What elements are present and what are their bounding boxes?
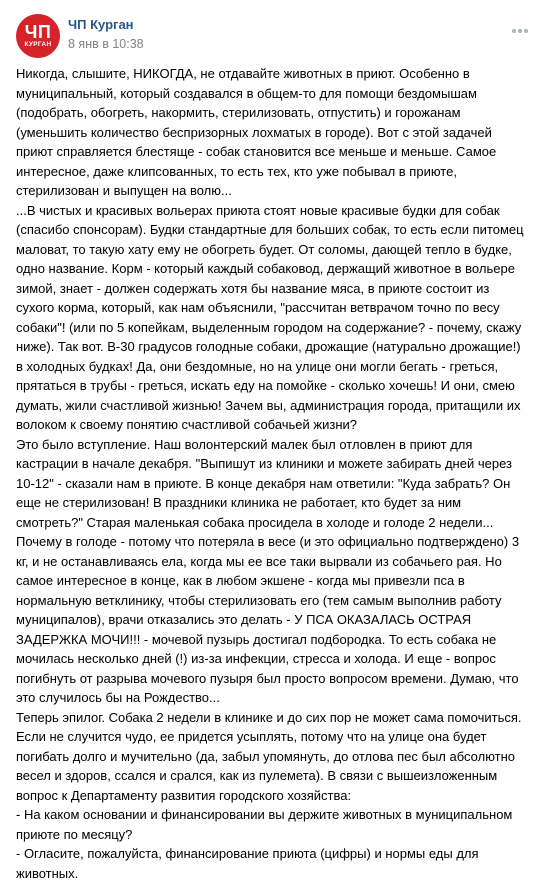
post-date-link[interactable]: 8 янв в 10:38 [68,37,144,51]
author-name-link[interactable]: ЧП Курган [68,17,134,32]
post-header [16,14,530,58]
post-paragraph: - На каком основании и финансировании вы держите животных в муниципальном приюте по месяцу? [16,807,513,842]
post-paragraph: ...В чистых и красивых вольерах приюта стоят новые красивые будки для собак (спасибо спонсорам). Будки стандартные для больших собак, то есть если питомец маловат, то такую хату ему не обогреть будет. От соломы, дающей тепло в будке, одно название. Корм - который каждый собаковод, держащий животное в вольере зимой, знает - должен содержать хотя бы название мяса, в приюте состоит из сухого корма, который, как нам объяснили, "рассчитан ветврачом точно по весу собаки"! (или по 5 копейкам, выделенным городом на содержание? - почему, скажу ниже). Так вот. В-30 градусов голодные собаки, дрожащие (натурально дрожащие!) в холодных будках! Да, они бездомные, но на улице они могли бегать - греться, прятаться в трубы - греться, искать еду на помойке - сколько хочешь! И они, смею думать, жили счастливой жизнью! Зачем вы, администрация города, притащили их волоком к своему понятию счастливой собачьей жизни? [16,202,524,432]
post-paragraph: Никогда, слышите, НИКОГДА, не отдавайте животных в приют. Особенно в муниципальный, который создавался в общем-то для помощи бездомышам (подобрать, обогреть, накормить, стерилизовать, отпустить) и горожанам (уменьшить количество беспризорных лохматых в городе). Вот с этой задачей приют справляется блестяще - собак становится все меньше и меньше. Самое интересное, даже клипсованных, то есть тех, кто уже побывал в приюте, стерилизован и выпущен на волю... [16,66,497,198]
post-paragraph: Теперь эпилог. Собака 2 недели в клинике и до сих пор не может сама помочиться. Если не случится чудо, ее придется усыплять, потому что на улице она будет погибать долго и мучительно (да, забыл упомянуть, до отлова пес был абсолютно весел и здоров, ссался и срался, как из пулемета). В связи с вышеизложенным вопрос к Департаменту развития городского хозяйства: [16,709,522,803]
post-paragraph: Это было вступление. Наш волонтерский малек был отловлен в приют для кастрации в начале декабря. "Выпишут из клиники и можете забирать дней через 10-12" - сказали нам в приюте. В конце декабря нам ответили: "Куда забрать? Он еще не стерилизован! В праздники клиника не работает, кто будет за ним смотреть?" Старая маленькая собака просидела в холоде и голоде 2 недели... Почему в голоде - потому что потеряла в весе (и это официально подтверждено) 3 кг, и не останавливаясь ела, когда мы ее все таки вырвали из собачьего рая. Но самое интересное в конце, как в любом экшене - когда мы привезли пса в нормальную ветклинику, чтобы стерилизовать его (тем самым выполнив работу муниципалов), врачи отказались это делать - У ПСА ОКАЗАЛАСЬ ОСТРАЯ ЗАДЕРЖКА МОЧИ!!! - мочевой пузырь достигал подбородка. То есть собака не мочилась несколько дней (!) из-за инфекции, стресса и холода. И еще - вопрос погибнуть от разрыва мочевого пузыря был просто вопросом времени. Думаю, что это случилось бы на Рождество... [16,436,520,705]
avatar-logo-text: ЧП [24,22,52,42]
avatar[interactable] [16,14,60,58]
post-paragraph: - Огласите, пожалуйста, финансирование приюта (цифры) и нормы еды для животных. [16,846,479,881]
post-text [16,64,530,883]
avatar-logo-subtext: КУРГАН [24,41,52,48]
more-horizontal-icon[interactable] [510,24,530,38]
